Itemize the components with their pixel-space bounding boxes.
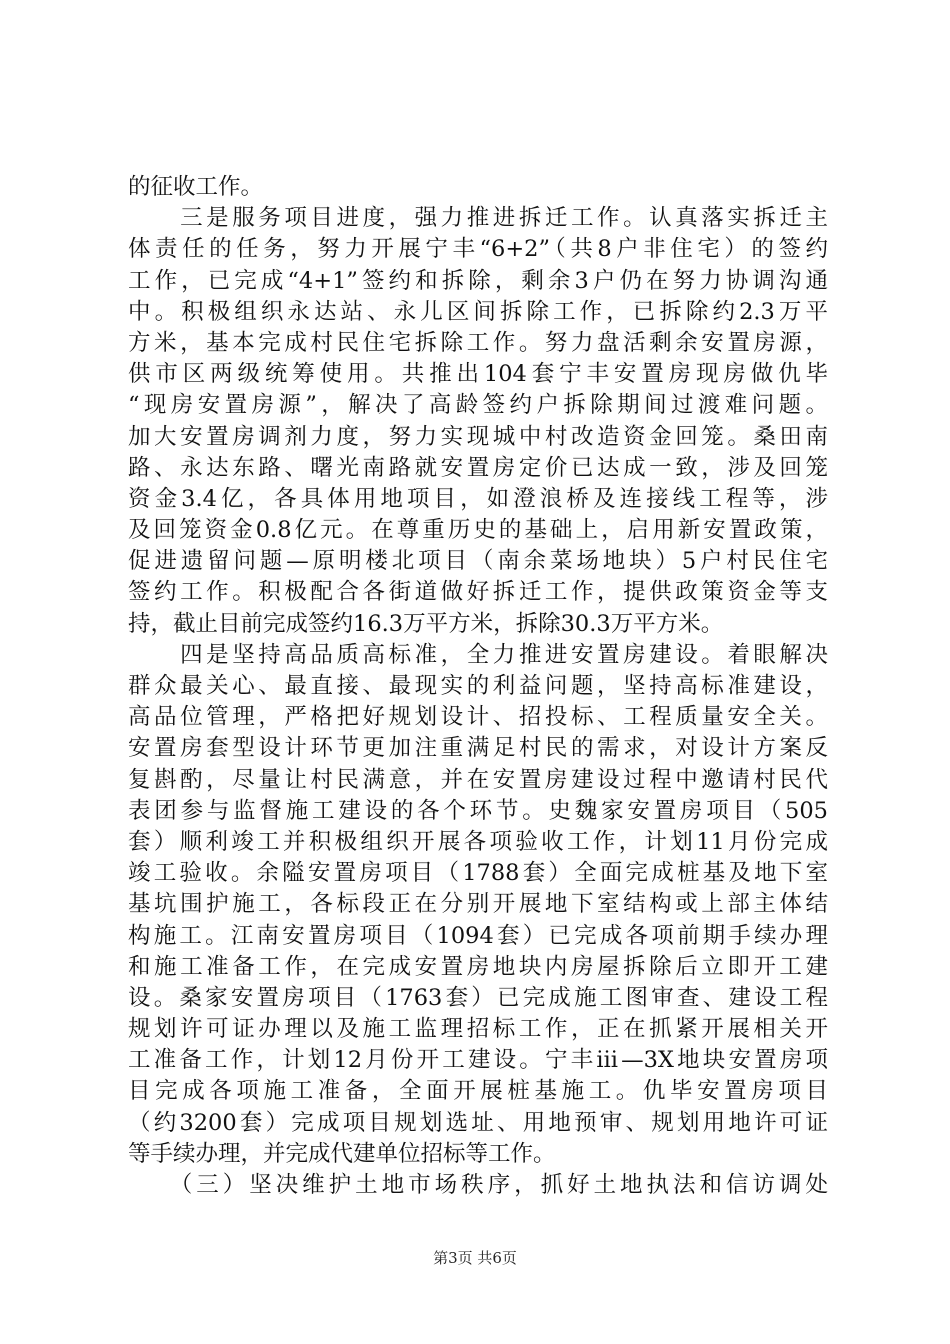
text-line: 构施工。江南安置房项目（1094套）已完成各项前期手续办理 (128, 922, 828, 949)
text-line: 路、永达东路、曙光南路就安置房定价已达成一致，涉及回笼 (128, 454, 828, 481)
text-line: 群众最关心、最直接、最现实的利益问题，坚持高标准建设， (128, 673, 828, 699)
text-line: 目完成各项施工准备，全面开展桩基施工。仇毕安置房项目 (128, 1078, 828, 1105)
text-line: 体责任的任务，努力开展宁丰“6+2”（共8户非住宅）的签约 (128, 236, 828, 263)
text-line: “现房安置房源”，解决了高龄签约户拆除期间过渡难问题。 (128, 392, 828, 419)
text-line: 规划许可证办理以及施工监理招标工作，正在抓紧开展相关开 (128, 1016, 828, 1043)
text-line: 表团参与监督施工建设的各个环节。史魏家安置房项目（505 (128, 797, 828, 824)
text-line: （约3200套）完成项目规划选址、用地预审、规划用地许可证 (128, 1109, 828, 1136)
text-line: 基坑围护施工，各标段正在分别开展地下室结构或上部主体结 (128, 891, 828, 918)
text-line: 等手续办理，并完成代建单位招标等工作。 (128, 1140, 556, 1167)
text-line: 中。积极组织永达站、永儿区间拆除工作，已拆除约2.3万平 (128, 298, 828, 325)
text-line: 高品位管理，严格把好规划设计、招投标、工程质量安全关。 (128, 704, 828, 731)
text-line: （三）坚决维护土地市场秩序，抓好土地执法和信访调处 (128, 1172, 828, 1198)
text-line: 安置房套型设计环节更加注重满足村民的需求，对设计方案反 (128, 735, 828, 762)
text-line: 工准备工作，计划12月份开工建设。宁丰ⅲ—3X地块安置房项 (128, 1047, 828, 1074)
text-line: 及回笼资金0.8亿元。在尊重历史的基础上，启用新安置政策， (128, 517, 828, 544)
text-line: 复斟酌，尽量让村民满意，并在安置房建设过程中邀请村民代 (128, 766, 828, 793)
text-line: 方米，基本完成村民住宅拆除工作。努力盘活剩余安置房源， (128, 329, 828, 356)
text-line: 的征收工作。 (128, 174, 264, 200)
text-line: 竣工验收。余隘安置房项目（1788套）全面完成桩基及地下室 (128, 860, 828, 887)
text-line: 资金3.4亿，各具体用地项目，如澄浪桥及连接线工程等，涉 (128, 485, 828, 512)
text-line: 三是服务项目进度，强力推进拆迁工作。认真落实拆迁主 (128, 205, 828, 232)
text-line: 持，截止目前完成签约16.3万平方米，拆除30.3万平方米。 (128, 610, 724, 637)
text-line: 加大安置房调剂力度，努力实现城中村改造资金回笼。桑田南 (128, 423, 828, 450)
text-line: 设。桑家安置房项目（1763套）已完成施工图审查、建设工程 (128, 984, 828, 1011)
text-line: 工作，已完成“4+1”签约和拆除，剩余3户仍在努力协调沟通 (128, 267, 828, 294)
document-body (128, 172, 828, 1201)
text-line: 促进遗留问题—原明楼北项目（南余菜场地块）5户村民住宅 (128, 548, 828, 575)
text-line: 四是坚持高品质高标准，全力推进安置房建设。着眼解决 (128, 641, 828, 668)
page-footer: 第3页 共6页 (433, 1249, 517, 1267)
text-line: 签约工作。积极配合各街道做好拆迁工作，提供政策资金等支 (128, 579, 828, 606)
text-line: 套）顺利竣工并积极组织开展各项验收工作，计划11月份完成 (128, 828, 828, 855)
text-line: 供市区两级统筹使用。共推出104套宁丰安置房现房做仇毕 (128, 361, 828, 388)
text-line: 和施工准备工作，在完成安置房地块内房屋拆除后立即开工建 (128, 953, 828, 980)
